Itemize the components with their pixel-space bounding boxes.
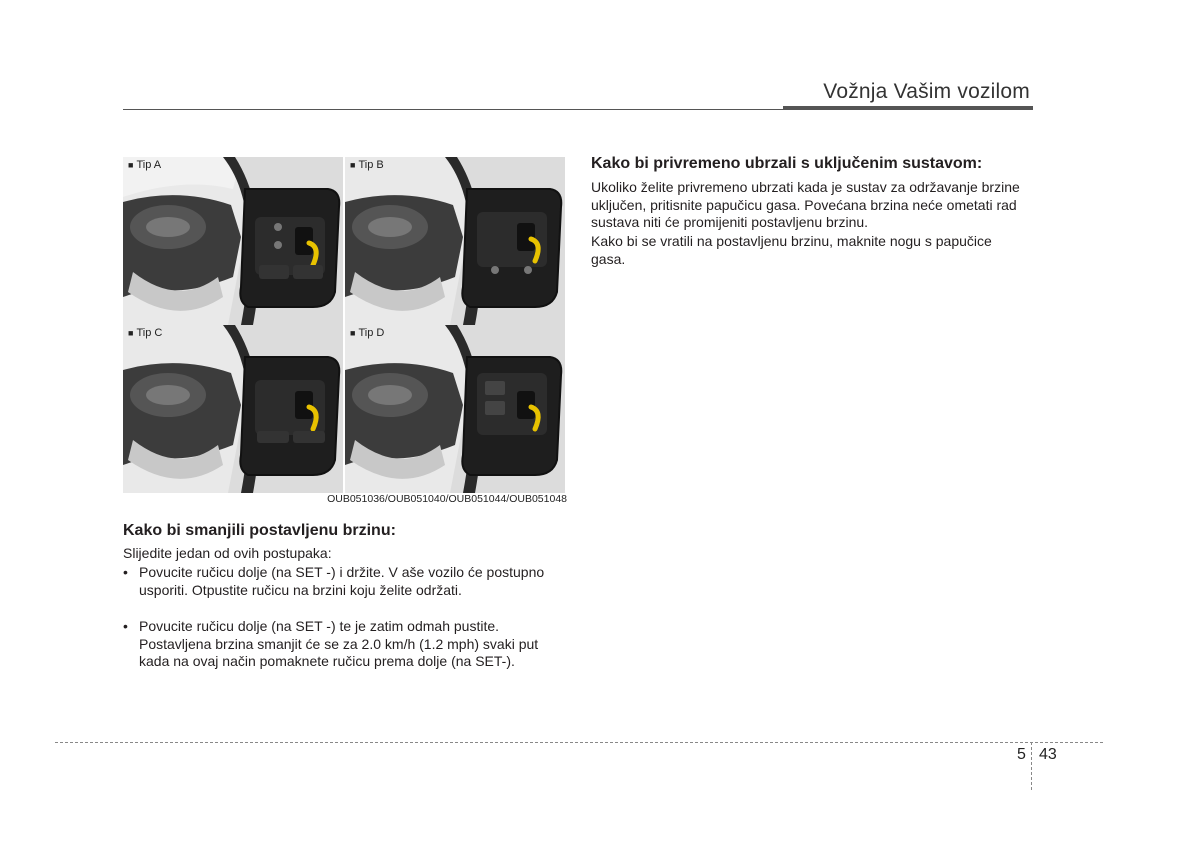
paragraph: Ukoliko želite privremeno ubrzati kada je sustav za održavanje brzine uključen, pritisnite papučicu gasa. Povećana brzina neće ometati rad sustava niti će promijeniti postavljenu brzinu. [591,179,1020,231]
figure-tip-b [345,157,565,325]
section-intro: Slijedite jedan od ovih postupaka: [123,545,332,561]
list-item [123,618,568,690]
footer-rule [55,742,1103,743]
section-heading-decrease-speed: Kako bi smanjili postavljenu brzinu: [123,522,396,539]
list-item-text: Povucite ručicu dolje (na SET -) te je zatim odmah pustite. Postavljena brzina smanjit će se za 2.0 km/h (1.2 mph) svaki put kada na ovaj način pomaknete ručicu prema dolje (na SET-). [139,618,539,670]
figure-tip-d [345,325,565,493]
figure-tip-c [123,325,343,493]
figure-label: ■ Tip D [350,327,385,339]
footer-divider [1031,742,1032,790]
section-heading-temporary-acceleration: Kako bi privremeno ubrzali s uključenim sustavom: [591,155,983,172]
page-header-title: Vožnja Vašim vozilom [823,80,1030,103]
chapter-number: 5 [1017,746,1026,763]
page-number: 43 [1039,746,1057,763]
figure-caption: OUB051036/OUB051040/OUB051044/OUB051048 [327,493,567,505]
figure-label: ■ Tip A [128,159,162,171]
figure-label: ■ Tip C [128,327,163,339]
list-item-text: Povucite ručicu dolje (na SET -) i držite. V aše vozilo će postupno usporiti. Otpustite ručicu na brzini koju želite održati. [139,564,545,598]
bullet-icon: • [123,618,128,634]
figure-tip-a [123,157,343,325]
header-rule-accent [783,106,1033,110]
paragraph: Kako bi se vratili na postavljenu brzinu, maknite nogu s papučice gasa. [591,233,992,267]
steering-wheel-illustration [345,325,565,493]
list-item [123,564,568,618]
bullet-icon: • [123,564,128,580]
steering-wheel-illustration [345,157,565,325]
figure-label: ■ Tip B [350,159,384,171]
steering-wheel-illustration [123,325,343,493]
steering-wheel-illustration [123,157,343,325]
header-rule [123,109,783,110]
